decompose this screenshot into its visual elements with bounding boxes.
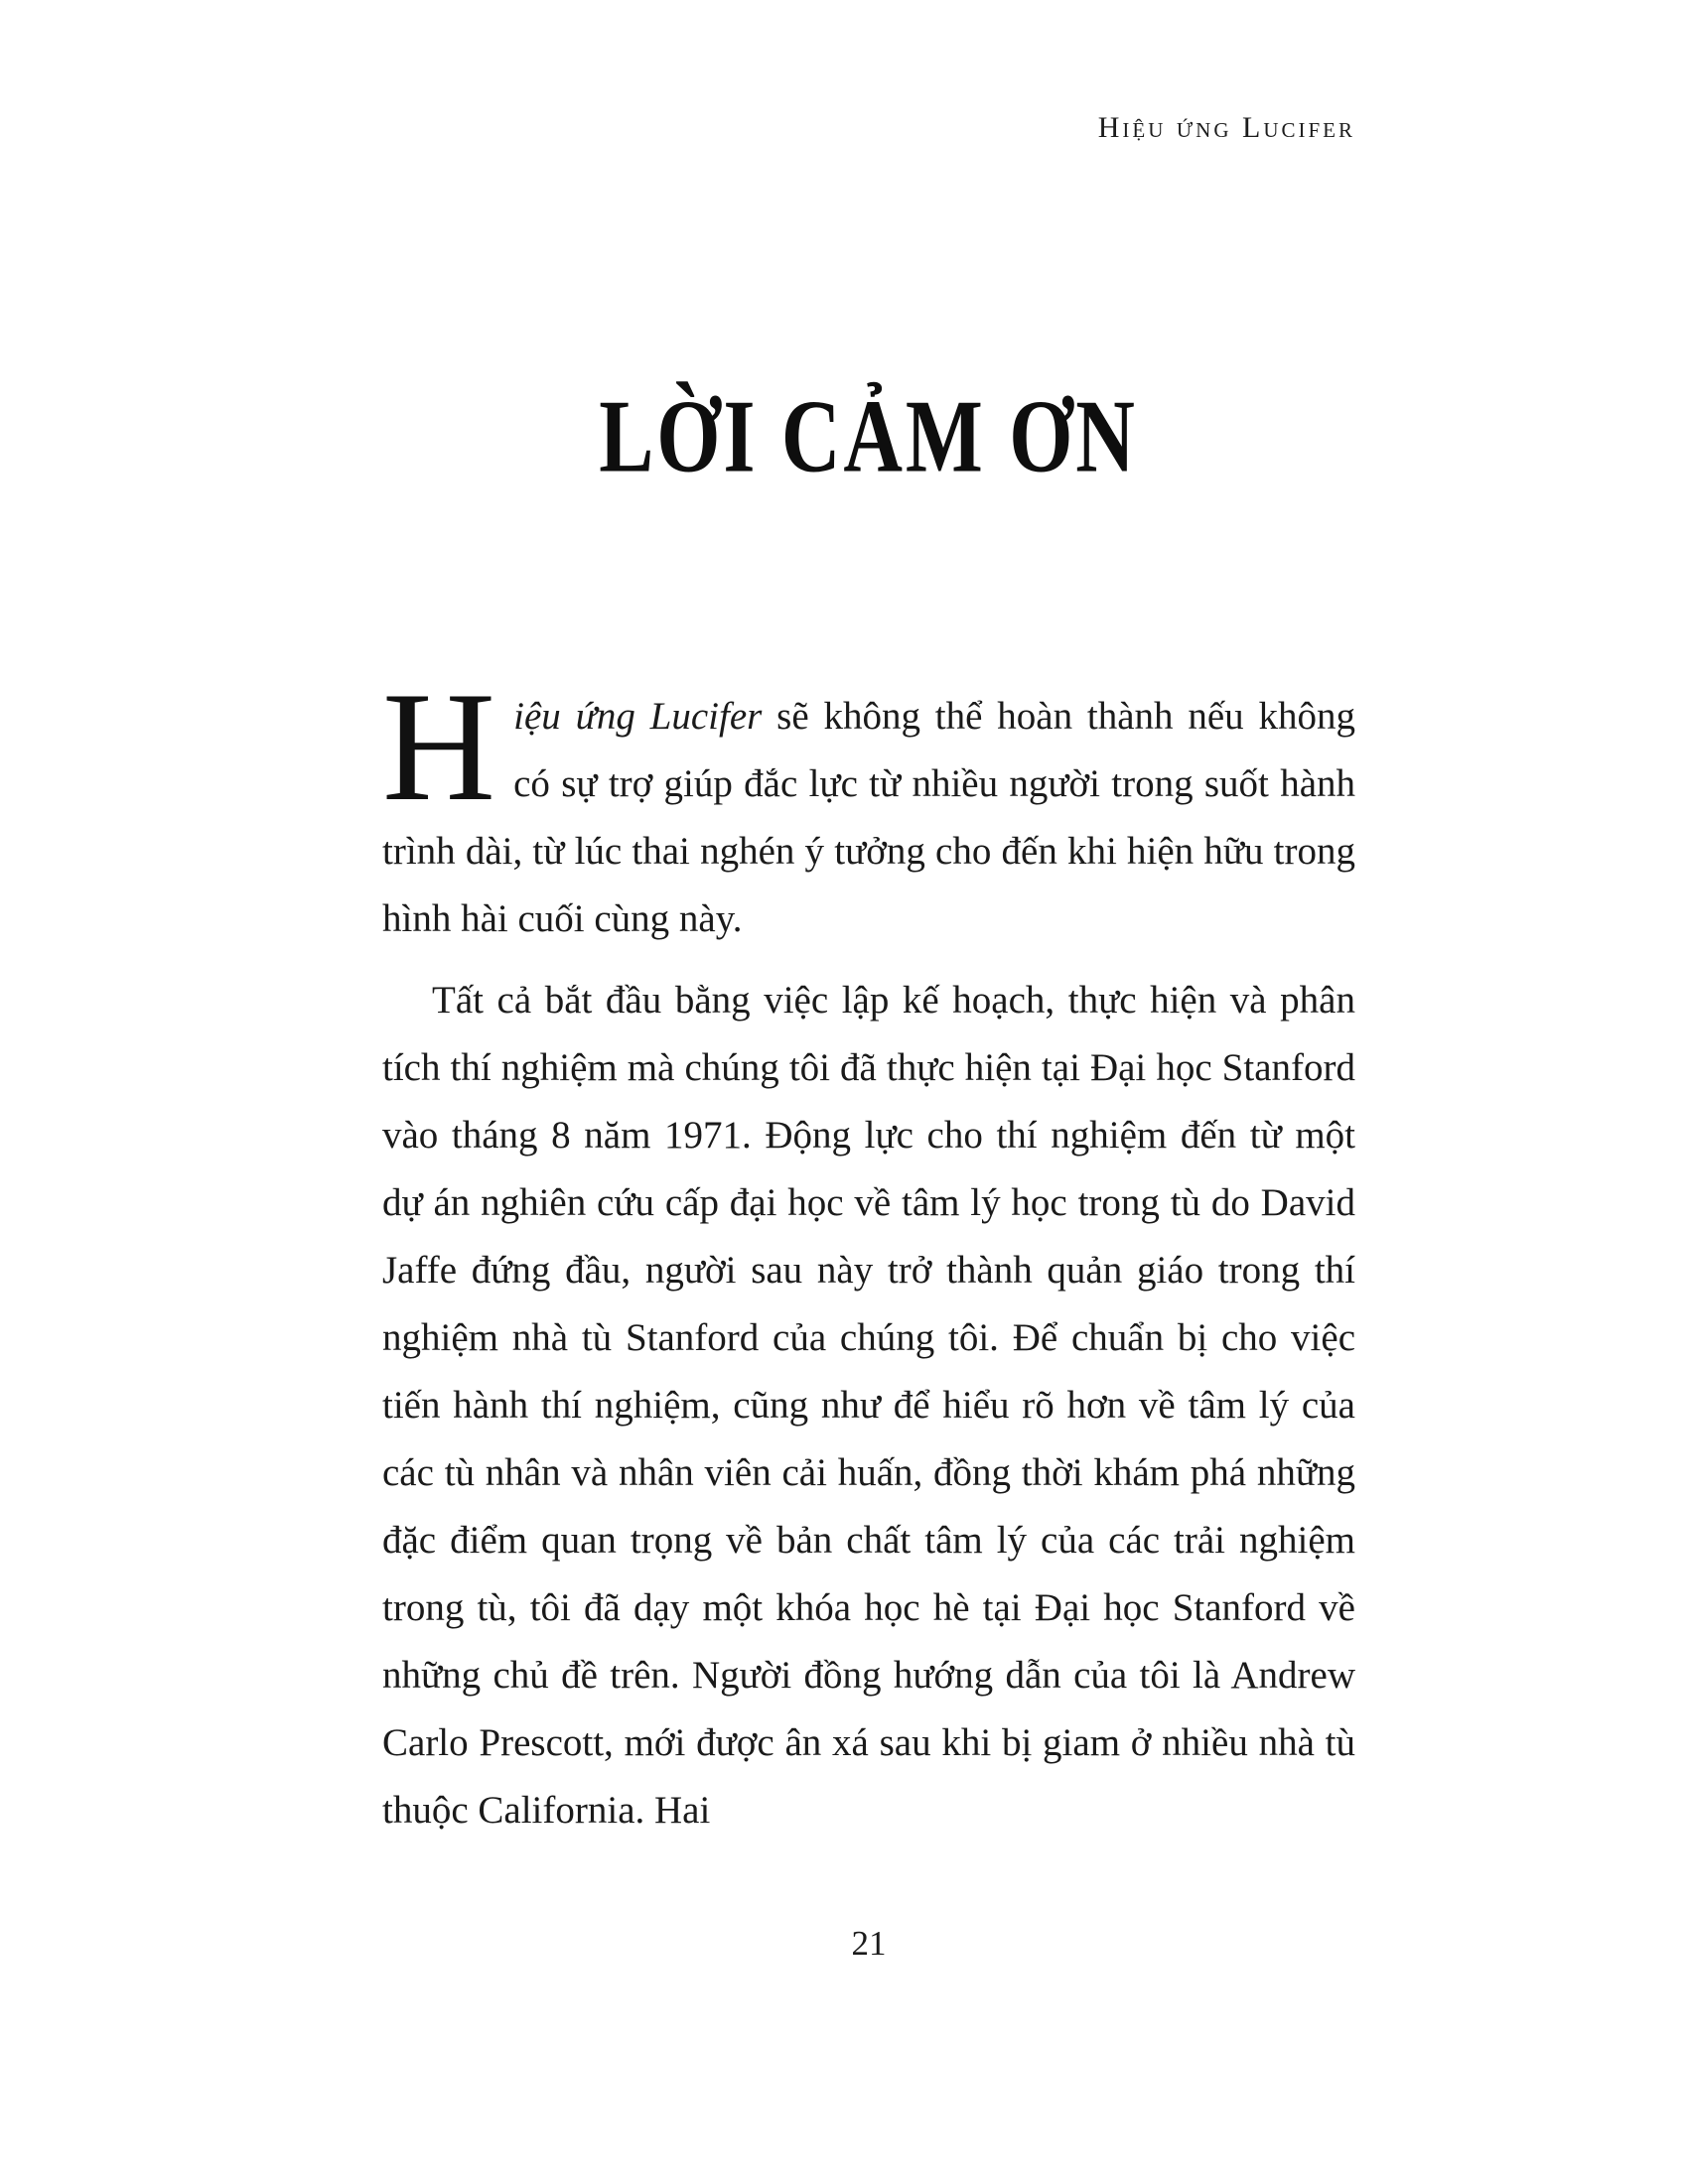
paragraph-1-text: sẽ không thể hoàn thành nếu không có sự trợ giúp đắc lực từ nhiều người trong suốt hành trình dài, từ lúc thai nghén ý tưởng cho đến khi hiện hữu trong hình hài cuối cùng này.: [382, 695, 1356, 940]
drop-cap: H: [382, 660, 496, 834]
chapter-title: LỜI CẢM ƠN: [599, 377, 1139, 494]
body-text: [382, 660, 1356, 1844]
paragraph-2: Tất cả bắt đầu bằng việc lập kế hoạch, thực hiện và phân tích thí nghiệm mà chúng tôi đã thực hiện tại Đại học Stanford vào tháng 8 năm 1971. Động lực cho thí nghiệm đến từ một dự án nghiên cứu cấp đại học về tâm lý học trong tù do David Jaffe đứng đầu, người sau này trở thành quản giáo trong thí nghiệm nhà tù Stanford của chúng tôi. Để chuẩn bị cho việc tiến hành thí nghiệm, cũng như để hiểu rõ hơn về tâm lý của các tù nhân và nhân viên cải huấn, đồng thời khám phá những đặc điểm quan trọng về bản chất tâm lý của các trải nghiệm trong tù, tôi đã dạy một khóa học hè tại Đại học Stanford về những chủ đề trên. Người đồng hướng dẫn của tôi là Andrew Carlo Prescott, mới được ân xá sau khi bị giam ở nhiều nhà tù thuộc California. Hai: [382, 979, 1355, 1832]
book-title-italic: iệu ứng Lucifer: [513, 695, 763, 738]
chapter-title-wrap: [382, 377, 1355, 496]
paragraph-1: [382, 660, 1356, 953]
page-number: 21: [851, 1924, 887, 1963]
running-header: Hiệu ứng Lucifer: [1097, 111, 1355, 144]
